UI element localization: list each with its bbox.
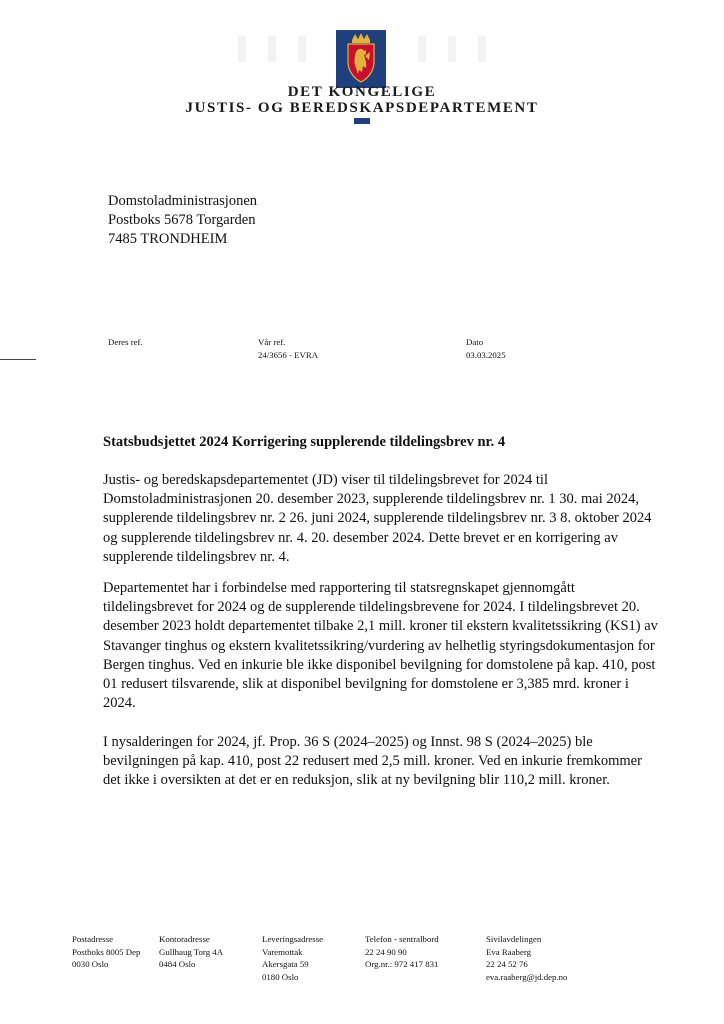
footer-delivery-city: 0180 Oslo: [262, 971, 299, 982]
footer-department-name: Sivilavdelingen: [486, 934, 542, 944]
footer-contact-phone: 22 24 52 76: [486, 959, 528, 969]
recipient-name: Domstoladministrasjonen: [108, 193, 258, 209]
footer-postal-address: [72, 933, 140, 971]
recipient-city: 7485 TRONDHEIM: [108, 231, 228, 247]
footer-delivery-receiving: Varemottak: [262, 946, 303, 957]
ministry-name-line1: DET KONGELIGE: [287, 84, 437, 100]
footer-phone: [365, 933, 439, 971]
footer-office-city: 0484 Oslo: [159, 959, 196, 969]
your-reference: [108, 336, 143, 349]
footer-phone-number: 22 24 90 90: [365, 946, 407, 957]
recipient-po-box: Postboks 5678 Torgarden: [108, 212, 256, 228]
fold-mark: [0, 359, 36, 360]
footer-department-contact: [486, 933, 567, 983]
ministry-name-line2: JUSTIS- OG BEREDSKAPSDEPARTEMENT: [185, 100, 539, 116]
paragraph-2: Departementet har i forbindelse med rapportering til statsregnskapet gjennomgått tildelingsbrevet for 2024 og de supplerende tildelingsbrevene for 2024. I tildelingsbrevet 20. desember 2023 holdt departementet tilbake 2,1 mill. kroner til ekstern kvalitetssikring (KS1) av Stavanger tinghus og ekstern kvalitetssikring/vurdering av helhetlig styringsdokumentasjon for Bergen tinghus. Ved en inkurie ble ikke disponibel bevilgning for domstolene på kap. 410, post 01 redusert tilsvarende, slik at disponibel bevilgning for domstolene er 3,385 mrd. kroner i 2024.: [103, 580, 658, 712]
footer-contact-name: Eva Raaberg: [486, 946, 532, 957]
our-reference: [258, 336, 318, 362]
date-label: Dato: [466, 337, 484, 347]
your-reference-label: Deres ref.: [108, 337, 143, 347]
footer-delivery-label: Leveringsadresse: [262, 934, 324, 944]
footer-office-street: Gullhaug Torg 4A: [159, 946, 224, 957]
norwegian-coat-of-arms-icon: [336, 30, 386, 88]
footer-office-label: Kontoradresse: [159, 934, 210, 944]
letter-subject: Statsbudsjettet 2024 Korrigering supplerende tildelingsbrev nr. 4: [103, 434, 506, 450]
header-divider: [354, 118, 370, 124]
paragraph-3: I nysalderingen for 2024, jf. Prop. 36 S (2024–2025) og Innst. 98 S (2024–2025) ble bevilgningen på kap. 410, post 22 redusert med 2,5 mill. kroner. Ved en inkurie fremkommer det ikke i oversikten at det er en reduksjon, slik at ny bevilgning blir 110,2 mill. kroner.: [103, 734, 642, 789]
paragraph-1: Justis- og beredskapsdepartementet (JD) viser til tildelingsbrevet for 2024 til Domstoladministrasjonen 20. desember 2023, supplerende tildelingsbrev nr. 1 30. mai 2024, supplerende tildelingsbrev nr. 2 26. juni 2024, supplerende tildelingsbrev nr. 3 8. oktober 2024 og supplerende tildelingsbrev nr. 4. 20. desember 2024. Dette brevet er en korrigering av supplerende tildelingsbrev nr. 4.: [103, 472, 652, 565]
footer-postal-box: Postboks 8005 Dep: [72, 946, 141, 957]
footer-postal-label: Postadresse: [72, 934, 114, 944]
date-block: [466, 336, 506, 362]
recipient-address: [108, 192, 257, 249]
footer-phone-label: Telefon - sentralbord: [365, 934, 439, 944]
footer-office-address: [159, 933, 223, 971]
our-reference-value: 24/3656 - EVRA: [258, 350, 319, 360]
footer-delivery-street: Akersgata 59: [262, 959, 309, 969]
our-reference-label: Vår ref.: [258, 337, 286, 347]
footer-delivery-address: [262, 933, 323, 983]
footer-contact-email[interactable]: eva.raaberg@jd.dep.no: [486, 971, 568, 982]
footer-org-number: Org.nr.: 972 417 831: [365, 959, 439, 969]
date-value: 03.03.2025: [466, 350, 506, 360]
footer-postal-city: 0030 Oslo: [72, 959, 109, 969]
